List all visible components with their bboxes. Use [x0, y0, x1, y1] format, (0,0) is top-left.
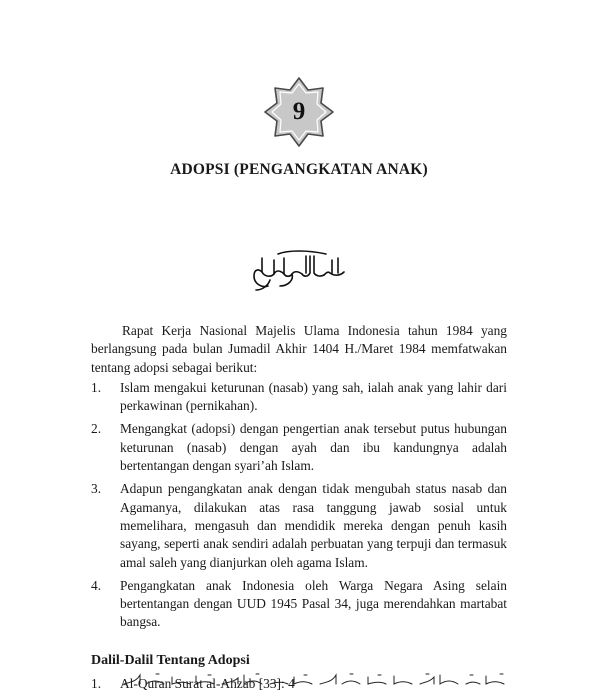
- list-item: [91, 420, 507, 475]
- list-number: 3.: [91, 481, 102, 497]
- list-text: Islam mengakui keturunan (nasab) yang sah, ialah anak yang lahir dari perkawinan (pernikahan).: [120, 379, 507, 414]
- list-number: 2.: [91, 421, 102, 437]
- list-number: 1.: [91, 379, 102, 395]
- chapter-title: ADOPSI (PENGANGKATAN ANAK): [170, 161, 428, 178]
- basmalah-calligraphy: [248, 246, 348, 296]
- list-item: [91, 480, 507, 571]
- chapter-number: 9: [292, 98, 306, 125]
- list-text: Adapun pengangkatan anak dengan tidak mengubah status nasab dan Agamanya, dilakukan atas rasa tanggung jawab sosial untuk memelihara, mengasuh dan mendidik mereka dengan penuh kasih sayang, seperti anak sendiri adalah perbuatan yang terpuji dan termasuk amal saleh yang dianjurkan oleh agama Islam.: [120, 481, 507, 570]
- list-item: [91, 577, 507, 632]
- list-item: [91, 379, 507, 416]
- content-body: [91, 322, 507, 698]
- list-number: 1.: [91, 676, 102, 692]
- fatwa-list: [91, 379, 507, 632]
- list-text: Pengangkatan anak Indonesia oleh Warga Negara Asing selain bertentangan dengan UUD 1945 Pasal 34, juga merendahkan martabat bangsa.: [120, 577, 507, 630]
- list-text: Al-Quran Surat al-Ahzab [33]: 4: [120, 676, 295, 692]
- intro-paragraph: Rapat Kerja Nasional Majelis Ulama Indonesia tahun 1984 yang berlangsung pada bulan Jumadil Akhir 1404 H./Maret 1984 memfatwakan tentang adopsi sebagai berikut:: [91, 323, 507, 375]
- chapter-badge: [263, 76, 335, 148]
- list-text: Mengangkat (adopsi) dengan pengertian anak tersebut putus hubungan keturunan (nasab) dengan ayah dan ibu kandungnya adalah bertentangan dengan syari’ah Islam.: [120, 421, 507, 474]
- list-number: 4.: [91, 577, 102, 593]
- arabic-verse-fragment: [120, 672, 508, 688]
- section-heading: Dalil-Dalil Tentang Adopsi: [91, 652, 250, 668]
